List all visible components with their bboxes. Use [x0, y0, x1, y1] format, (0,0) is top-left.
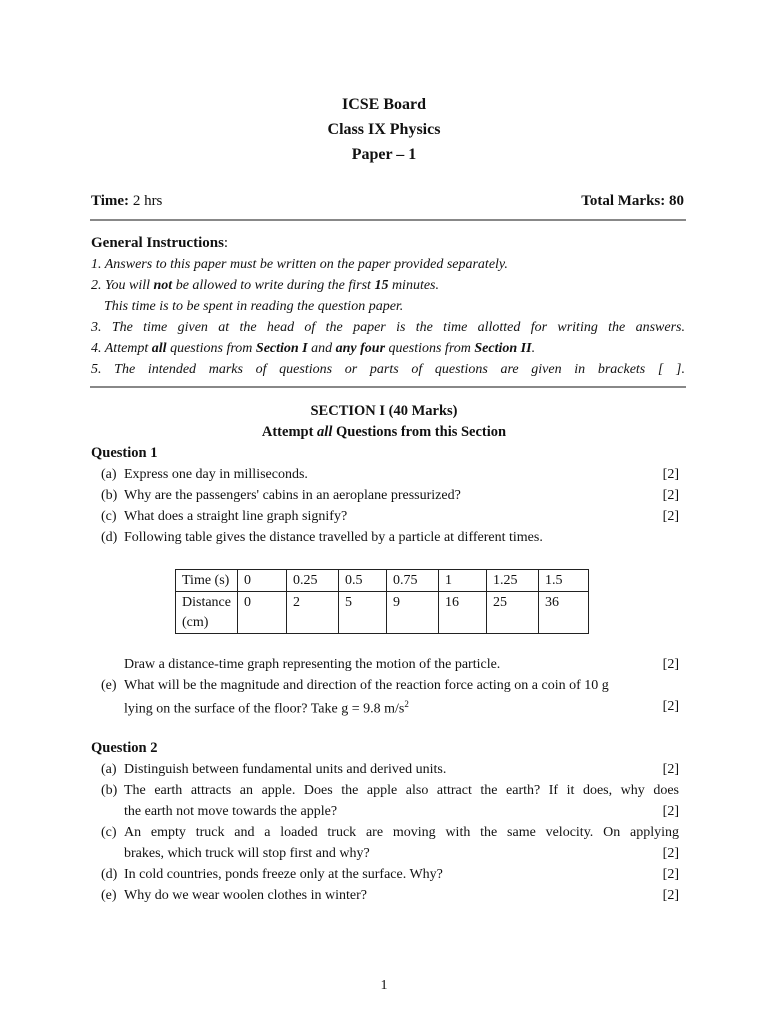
- instr2-part: minutes.: [388, 278, 439, 293]
- table-cell: 1: [438, 570, 486, 592]
- part-text: Distinguish between fundamental units and derived units.: [124, 762, 447, 777]
- instr4-all: all: [151, 341, 167, 356]
- part-label: (c): [101, 825, 117, 840]
- part-text: Draw a distance-time graph representing the motion of the particle.: [124, 657, 501, 672]
- marks-value: 80: [669, 193, 684, 209]
- instr2-not: not: [153, 278, 173, 293]
- part-text: An empty truck and a loaded truck are moving with the same velocity. On applying: [124, 825, 679, 840]
- part-text: the earth not move towards the apple?: [124, 804, 338, 819]
- table-cell: 0.75: [386, 570, 438, 592]
- sub-part: Questions from this Section: [332, 424, 507, 440]
- instruction-2: [91, 278, 685, 294]
- section-1-subtitle: [0, 424, 768, 441]
- time-value: 2 hrs: [132, 193, 163, 209]
- part-text: The earth attracts an apple. Does the apple also attract the earth? If it does, why does: [124, 783, 679, 798]
- table-cell: 25: [486, 592, 538, 634]
- instr4-section-i: Section I: [255, 341, 308, 356]
- instr4-part: 4. Attempt: [91, 341, 152, 356]
- table-cell: 0: [237, 570, 286, 592]
- part-text: In cold countries, ponds freeze only at the surface. Why?: [124, 867, 443, 882]
- part-label: (b): [101, 783, 118, 798]
- question-2-title: Question 2: [91, 740, 158, 756]
- table-cell: 0: [237, 592, 286, 634]
- part-label: (b): [101, 488, 118, 503]
- instr4-section-ii: Section II: [474, 341, 532, 356]
- instructions-title: General Instructions:: [91, 235, 229, 251]
- part-text: Why do we wear woolen clothes in winter?: [124, 888, 367, 903]
- part-label: (e): [101, 888, 117, 903]
- divider-top: [90, 219, 686, 221]
- part-text: [124, 699, 649, 718]
- instr2-15: 15: [374, 278, 389, 293]
- part-marks: [2]: [662, 846, 679, 861]
- question-1-title: Question 1: [91, 445, 158, 461]
- part-text: Following table gives the distance travelled by a particle at different times.: [124, 530, 543, 545]
- marks-label: Total Marks:: [581, 193, 666, 209]
- part-marks: [2]: [662, 867, 679, 882]
- part-marks: [2]: [662, 888, 679, 903]
- part-marks: [2]: [662, 762, 679, 777]
- time-marks-row: [91, 193, 684, 210]
- table-cell: 16: [438, 592, 486, 634]
- part-text: What will be the magnitude and direction of the reaction force acting on a coin of 10 g: [124, 678, 609, 693]
- superscript: 2: [404, 699, 409, 709]
- instr4-part: and: [307, 341, 336, 356]
- instruction-1: 1. Answers to this paper must be written on the paper provided separately.: [91, 257, 508, 272]
- part-marks: [2]: [662, 804, 679, 819]
- table-cell: Time (s): [176, 570, 238, 592]
- part-label: (d): [101, 530, 118, 545]
- table-row: [176, 592, 589, 634]
- part-marks: [2]: [662, 657, 679, 672]
- table-cell: 36: [538, 592, 588, 634]
- instr4-part: questions from: [385, 341, 475, 356]
- class-title: Class IX Physics: [327, 121, 441, 138]
- cell-line: (cm): [182, 615, 209, 630]
- cell-line: Distance: [182, 595, 231, 610]
- part-marks: [2]: [662, 509, 679, 524]
- sub-all: all: [317, 424, 333, 440]
- instr4-part: questions from: [166, 341, 256, 356]
- part-label: (c): [101, 509, 117, 524]
- instruction-2-line2: This time is to be spent in reading the question paper.: [104, 299, 404, 314]
- part-text-main: lying on the surface of the floor? Take g = 9.8 m/s: [124, 701, 405, 717]
- table-cell: 1.5: [538, 570, 588, 592]
- part-text: Why are the passengers' cabins in an aeroplane pressurized?: [124, 488, 461, 503]
- table-cell: [176, 592, 238, 634]
- total-marks: [581, 193, 684, 210]
- part-text: What does a straight line graph signify?: [124, 509, 348, 524]
- instructions-title-text: General Instructions: [91, 235, 224, 251]
- paper-title: Paper – 1: [351, 146, 417, 163]
- part-label: (e): [101, 678, 117, 693]
- board-title: ICSE Board: [341, 96, 427, 113]
- table-cell: 0.25: [286, 570, 338, 592]
- table-cell: 9: [386, 592, 438, 634]
- part-label: (d): [101, 867, 118, 882]
- section-1-title: SECTION I (40 Marks): [310, 403, 458, 419]
- part-label: (a): [101, 467, 117, 482]
- table-cell: 5: [338, 592, 386, 634]
- sub-part: Attempt: [261, 424, 318, 440]
- part-text: Express one day in milliseconds.: [124, 467, 308, 482]
- instruction-3: 3. The time given at the head of the paper is the time allotted for writing the answers.: [91, 320, 685, 335]
- table-cell: 1.25: [486, 570, 538, 592]
- page-number: 1: [380, 978, 388, 993]
- part-marks: [2]: [662, 699, 679, 714]
- part-marks: [2]: [662, 467, 679, 482]
- table-row: [176, 570, 589, 592]
- instr2-part: be allowed to write during the first: [172, 278, 375, 293]
- instr4-part: .: [531, 341, 536, 356]
- distance-time-table: [175, 569, 589, 634]
- instr2-part: 2. You will: [91, 278, 154, 293]
- part-label: (a): [101, 762, 117, 777]
- table-cell: 2: [286, 592, 338, 634]
- instr4-any-four: any four: [335, 341, 386, 356]
- table-cell: 0.5: [338, 570, 386, 592]
- instruction-4: [91, 341, 685, 357]
- part-marks: [2]: [662, 488, 679, 503]
- part-text: brakes, which truck will stop first and why?: [124, 846, 370, 861]
- divider-instructions: [90, 386, 686, 388]
- time-label: Time:: [91, 193, 130, 209]
- instruction-5: 5. The intended marks of questions or parts of questions are given in brackets [ ].: [91, 362, 685, 377]
